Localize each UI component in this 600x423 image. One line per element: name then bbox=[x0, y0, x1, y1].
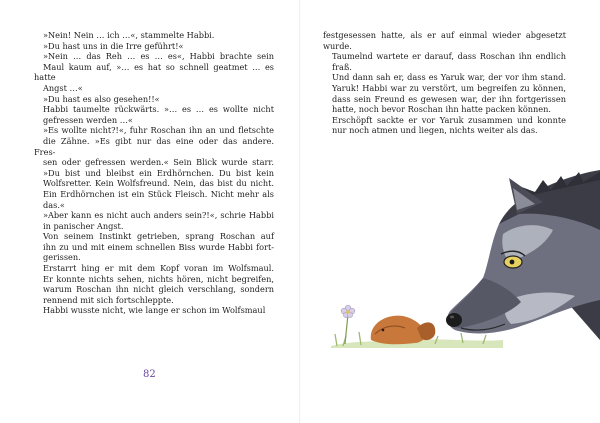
text-line: Yaruk! Habbi war zu verstört, um begreifen zu können, bbox=[332, 82, 566, 93]
text-line: Erstarrt hing er mit dem Kopf voran im Wolfsmaul. bbox=[43, 263, 274, 274]
paragraph bbox=[34, 41, 274, 52]
text-line: Taumelnd wartete er darauf, dass Roschan ihn endlich bbox=[332, 51, 566, 62]
paragraph bbox=[34, 30, 274, 41]
right-page-text bbox=[323, 30, 566, 136]
paragraph bbox=[34, 125, 274, 210]
text-line: Maul kaum auf, »… es hat so schnell geatmet … es hatte bbox=[34, 61, 274, 83]
text-line: Angst …« bbox=[43, 82, 83, 93]
text-line: sen oder gefressen werden.« Sein Blick wurde starr. bbox=[43, 157, 274, 168]
paragraph bbox=[34, 94, 274, 105]
paragraph bbox=[323, 51, 566, 72]
text-line: Von seinem Instinkt getrieben, sprang Roschan auf bbox=[43, 231, 274, 242]
paragraph bbox=[34, 210, 274, 231]
text-line: das.« bbox=[43, 199, 65, 210]
text-line: Habbi taumelte rückwärts. »… es … es wollte nicht bbox=[43, 104, 274, 115]
text-line: festgesessen hatte, als er auf einmal wieder abgesetzt bbox=[323, 30, 566, 40]
text-line: hatte, noch bevor Roschan ihn hatte packen können. bbox=[332, 104, 552, 115]
text-line: »Du hast es also gesehen!!« bbox=[43, 93, 160, 104]
text-line: Erschöpft sackte er vor Yaruk zusammen und konnte bbox=[332, 114, 566, 125]
wolf-and-squirrel-illustration bbox=[313, 150, 600, 360]
right-page bbox=[301, 0, 600, 423]
wolf-pupil bbox=[510, 260, 515, 265]
ground-squirrel bbox=[371, 316, 426, 345]
text-line: ihn zu und mit einem schnellen Biss wurde Habbi fort- bbox=[43, 241, 274, 252]
text-line: »Nein! Nein … ich …«, stammelte Habbi. bbox=[43, 30, 215, 40]
text-line: »Du hast uns in die Irre geführt!« bbox=[43, 40, 184, 51]
text-line: Ein Erdhörnchen ist ein Stück Fleisch. Nicht mehr als bbox=[43, 188, 274, 199]
paragraph bbox=[34, 231, 274, 263]
left-page-text bbox=[34, 30, 274, 316]
text-line: gefressen werden …« bbox=[43, 114, 133, 125]
paragraph bbox=[323, 115, 566, 136]
text-line: nur noch atmen und liegen, nichts weiter als das. bbox=[332, 125, 538, 136]
paragraph bbox=[323, 30, 566, 51]
paragraph bbox=[34, 51, 274, 93]
text-line: warum Roschan ihn nicht gleich verschlang, sondern bbox=[43, 284, 274, 295]
text-line: gerissen. bbox=[43, 252, 81, 263]
text-line: »Du bist und bleibst ein Erdhörnchen. Du bist kein bbox=[43, 167, 274, 178]
paragraph bbox=[34, 305, 274, 316]
text-line: in panischer Angst. bbox=[43, 220, 124, 231]
text-line: »Aber kann es nicht auch anders sein?!«, schrie Habbi bbox=[43, 210, 274, 221]
text-line: fraß. bbox=[332, 61, 352, 72]
text-line: die Zähne. »Es gibt nur das eine oder das andere. Fres- bbox=[34, 135, 274, 157]
text-line: Wolfsretter. Kein Wolfsfreund. Nein, das bist du nicht. bbox=[43, 178, 274, 189]
page-number: 82 bbox=[143, 369, 156, 380]
text-line: rennend mit sich fortschleppte. bbox=[43, 294, 174, 305]
wolf-nose bbox=[446, 313, 462, 327]
text-line: »Nein … das Reh … es … es«, Habbi brachte sein bbox=[43, 51, 274, 62]
paragraph bbox=[34, 263, 274, 305]
flower-stem bbox=[345, 314, 348, 344]
squirrel-eye bbox=[382, 329, 385, 332]
text-line: dass sein Freund es gewesen war, der ihn fortgerissen bbox=[332, 93, 566, 104]
left-page bbox=[0, 0, 299, 423]
text-line: Und dann sah er, dass es Yaruk war, der vor ihm stand. bbox=[332, 72, 566, 83]
paragraph bbox=[34, 104, 274, 125]
paragraph bbox=[323, 72, 566, 114]
text-line: Er konnte nichts sehen, nichts hören, nicht begreifen, bbox=[43, 273, 274, 284]
text-line: wurde. bbox=[323, 40, 352, 51]
text-line: Habbi wusste nicht, wie lange er schon im Wolfsmaul bbox=[43, 305, 266, 316]
text-line: »Es wollte nicht?!«, fuhr Roschan ihn an und fletschte bbox=[43, 125, 274, 136]
